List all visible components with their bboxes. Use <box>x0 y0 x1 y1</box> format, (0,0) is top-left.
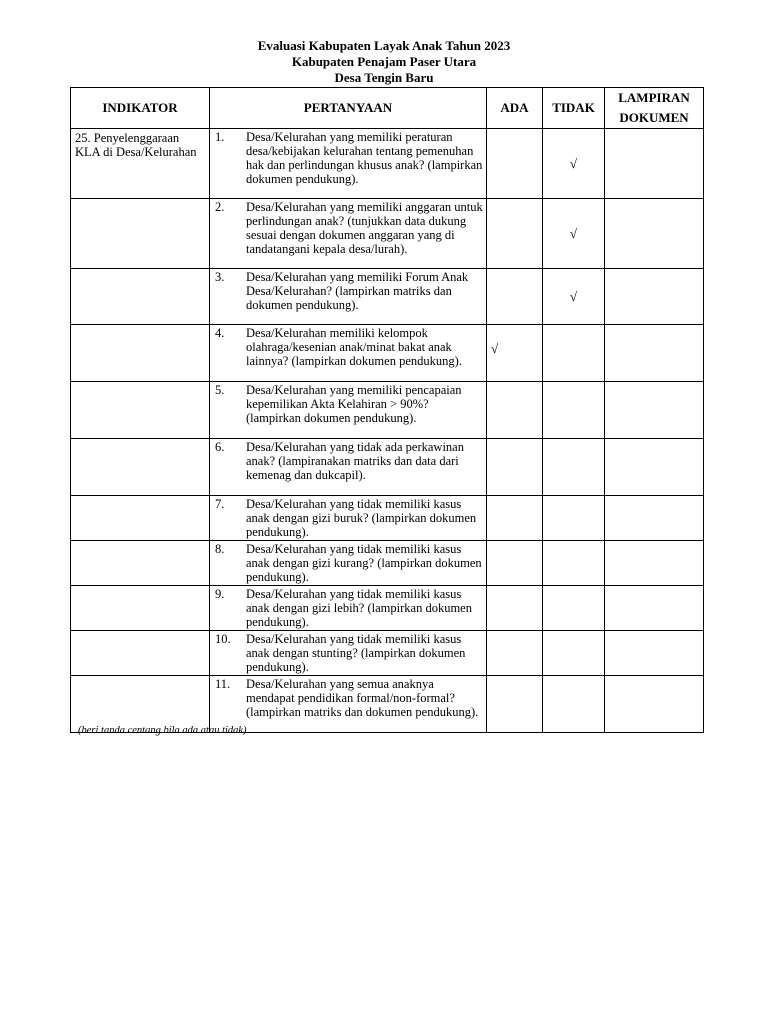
question-wrap <box>215 542 484 584</box>
tidak-checkmark-cell <box>543 541 605 586</box>
question-number: 6. <box>215 440 225 454</box>
ada-checkmark-cell <box>487 676 543 733</box>
lampiran-dokumen-cell <box>605 325 704 382</box>
title-line-3: Desa Tengin Baru <box>334 70 434 85</box>
lampiran-dokumen-cell <box>605 676 704 733</box>
question-number: 5. <box>215 383 225 397</box>
tidak-checkmark-cell <box>543 586 605 631</box>
question-cell <box>210 586 487 631</box>
indikator-cell <box>71 541 210 586</box>
table-row <box>71 269 704 325</box>
column-header-lampiran-line-2: DOKUMEN <box>619 110 689 125</box>
question-number: 9. <box>215 587 225 601</box>
question-cell <box>210 676 487 733</box>
indikator-cell <box>71 199 210 269</box>
question-text: Desa/Kelurahan yang tidak memiliki kasus anak dengan stunting? (lampirkan dokumen pendukung). <box>246 632 466 674</box>
tidak-checkmark-cell <box>543 382 605 439</box>
question-cell <box>210 541 487 586</box>
question-wrap <box>215 130 484 186</box>
question-text: Desa/Kelurahan yang semua anaknya mendapat pendidikan formal/non-formal? (lampirkan matriks dan dokumen pendukung). <box>246 677 479 719</box>
question-wrap <box>215 677 484 719</box>
question-text: Desa/Kelurahan yang tidak ada perkawinan anak? (lampiranakan matriks dan data dari kemenag dan dukcapil). <box>246 440 464 482</box>
question-number: 7. <box>215 497 225 511</box>
table-row <box>71 541 704 586</box>
ada-checkmark-cell <box>487 541 543 586</box>
ada-checkmark-cell <box>487 439 543 496</box>
lampiran-dokumen-cell <box>605 129 704 199</box>
lampiran-dokumen-cell <box>605 631 704 676</box>
tidak-checkmark-cell <box>543 676 605 733</box>
question-cell <box>210 269 487 325</box>
indikator-cell <box>71 382 210 439</box>
lampiran-dokumen-cell <box>605 199 704 269</box>
question-wrap <box>215 270 484 312</box>
question-text: Desa/Kelurahan yang tidak memiliki kasus anak dengan gizi kurang? (lampirkan dokumen pendukung). <box>246 542 482 584</box>
footnote: (beri tanda centang bila ada atau tidak) <box>78 725 247 736</box>
tidak-checkmark-cell: √ <box>543 129 605 199</box>
ada-checkmark-cell: √ <box>487 325 543 382</box>
question-wrap <box>215 497 484 539</box>
table-row <box>71 439 704 496</box>
column-header-lampiran <box>605 88 704 129</box>
question-text: Desa/Kelurahan yang memiliki Forum Anak Desa/Kelurahan? (lampirkan matriks dan dokumen pendukung). <box>246 270 469 312</box>
question-wrap <box>215 326 484 368</box>
table-row <box>71 382 704 439</box>
question-wrap <box>215 587 484 629</box>
tidak-checkmark-cell: √ <box>543 199 605 269</box>
question-number: 10. <box>215 632 231 646</box>
table-row <box>71 496 704 541</box>
tidak-checkmark-cell <box>543 325 605 382</box>
question-cell <box>210 631 487 676</box>
tidak-checkmark-cell <box>543 496 605 541</box>
question-text: Desa/Kelurahan yang tidak memiliki kasus anak dengan gizi lebih? (lampirkan dokumen pendukung). <box>246 587 472 629</box>
tidak-checkmark-cell: √ <box>543 269 605 325</box>
table-header-row <box>71 88 704 129</box>
table-row <box>71 631 704 676</box>
question-cell <box>210 496 487 541</box>
question-number: 3. <box>215 270 225 284</box>
question-text: Desa/Kelurahan yang tidak memiliki kasus anak dengan gizi buruk? (lampirkan dokumen pendukung). <box>246 497 477 539</box>
ada-checkmark-cell <box>487 269 543 325</box>
lampiran-dokumen-cell <box>605 496 704 541</box>
indikator-cell <box>71 676 210 733</box>
question-wrap <box>215 200 484 256</box>
evaluation-table <box>70 87 704 733</box>
table-row <box>71 325 704 382</box>
table-row <box>71 199 704 269</box>
question-cell <box>210 382 487 439</box>
question-text: Desa/Kelurahan yang memiliki peraturan desa/kebijakan kelurahan tentang pemenuhan hak dan perlindungan khusus anak? (lampirkan dokumen pendukung). <box>246 130 483 186</box>
table-row <box>71 586 704 631</box>
question-wrap <box>215 440 484 482</box>
question-number: 8. <box>215 542 225 556</box>
question-text: Desa/Kelurahan yang memiliki anggaran untuk perlindungan anak? (tunjukkan data dukung sesuai dengan dokumen anggaran yang di tandatangani kepala desa/lurah). <box>246 200 483 256</box>
question-wrap <box>215 632 484 674</box>
column-header-pertanyaan: PERTANYAAN <box>210 88 487 129</box>
ada-checkmark-cell <box>487 586 543 631</box>
lampiran-dokumen-cell <box>605 541 704 586</box>
indikator-cell <box>71 269 210 325</box>
ada-checkmark-cell <box>487 496 543 541</box>
question-number: 1. <box>215 130 225 144</box>
question-number: 4. <box>215 326 225 340</box>
ada-checkmark-cell <box>487 129 543 199</box>
question-number: 11. <box>215 677 231 691</box>
indikator-cell <box>71 439 210 496</box>
tidak-checkmark-cell <box>543 439 605 496</box>
ada-checkmark-cell <box>487 382 543 439</box>
question-cell <box>210 199 487 269</box>
column-header-lampiran-line-1: LAMPIRAN <box>618 90 690 105</box>
question-cell <box>210 439 487 496</box>
question-text: Desa/Kelurahan yang memiliki pencapaian kepemilikan Akta Kelahiran > 90%? (lampirkan dokumen pendukung). <box>246 383 462 425</box>
indikator-cell <box>71 325 210 382</box>
indikator-cell <box>71 586 210 631</box>
title-line-2: Kabupaten Penajam Paser Utara <box>291 54 477 69</box>
lampiran-dokumen-cell <box>605 269 704 325</box>
question-text: Desa/Kelurahan memiliki kelompok olahraga/kesenian anak/minat bakat anak lainnya? (lampirkan dokumen pendukung). <box>246 326 462 368</box>
ada-checkmark-cell <box>487 631 543 676</box>
question-cell <box>210 129 487 199</box>
lampiran-dokumen-cell <box>605 586 704 631</box>
column-header-tidak: TIDAK <box>543 88 605 129</box>
indikator-cell <box>71 631 210 676</box>
table-row <box>71 676 704 733</box>
question-cell <box>210 325 487 382</box>
lampiran-dokumen-cell <box>605 382 704 439</box>
column-header-ada: ADA <box>487 88 543 129</box>
table-row <box>71 129 704 199</box>
question-number: 2. <box>215 200 225 214</box>
column-header-indikator: INDIKATOR <box>71 88 210 129</box>
question-wrap <box>215 383 484 425</box>
tidak-checkmark-cell <box>543 631 605 676</box>
indikator-cell: 25. Penyelenggaraan KLA di Desa/Kelurahan <box>71 129 210 199</box>
lampiran-dokumen-cell <box>605 439 704 496</box>
indikator-cell <box>71 496 210 541</box>
ada-checkmark-cell <box>487 199 543 269</box>
document-header <box>0 38 768 86</box>
title-line-1: Evaluasi Kabupaten Layak Anak Tahun 2023 <box>257 38 511 53</box>
